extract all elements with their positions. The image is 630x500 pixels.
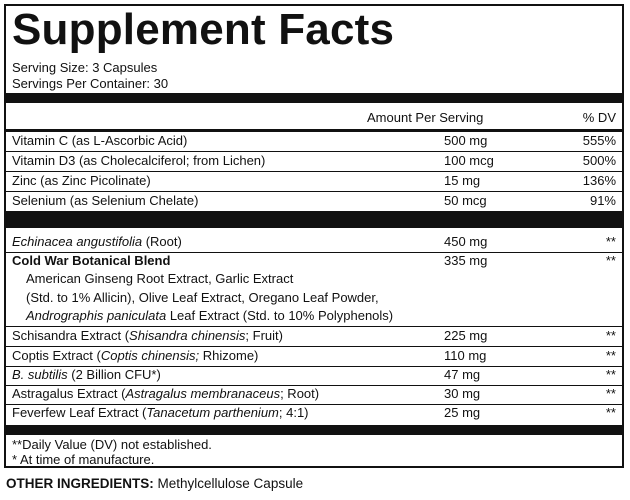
ingredient-name-suffix: (Root) [142,234,182,249]
ingredient-row: Schisandra Extract (Shisandra chinensis; Fruit) 225 mg ** [12,328,616,343]
ingredient-row: B. subtilis (2 Billion CFU*) 47 mg ** [12,367,616,382]
nutrient-row [12,152,616,170]
other-ingredients-value: Methylcellulose Capsule [153,476,304,491]
ingredient-amount: 25 mg [444,405,481,420]
ingredient-amount: 450 mg [444,234,488,249]
nutrient-amount: 100 mcg [444,153,494,168]
blend-dv: ** [605,253,616,268]
blend-amount: 335 mg [444,253,488,268]
nutrient-amount: 50 mcg [444,193,487,208]
blend-name: Cold War Botanical Blend [12,253,171,268]
other-ingredients-label: OTHER INGREDIENTS: [6,476,154,491]
nutrient-name: Vitamin D3 (as Cholecalciferol; from Lichen) [12,153,266,168]
other-ingredients [6,475,303,493]
blend-line-2: (Std. to 1% Allicin), Olive Leaf Extract, Oregano Leaf Powder, [26,290,379,305]
nutrient-row [12,172,616,190]
ingredient-dv: ** [605,328,616,343]
ingredient-dv: ** [605,405,616,420]
ingredient-dv: ** [605,234,616,249]
ingredient-row: Feverfew Leaf Extract (Tanacetum parthenium; 4:1) 25 mg ** [12,405,616,420]
dv-footnote: **Daily Value (DV) not established. [12,437,212,452]
amount-header: Amount Per Serving [367,110,484,125]
dv-header: % DV [582,110,616,125]
nutrient-name: Selenium (as Selenium Chelate) [12,193,199,208]
nutrient-dv: 136% [582,173,616,188]
panel-title: Supplement Facts [12,5,395,54]
blend-line-1: American Ginseng Root Extract, Garlic Extract [26,271,294,286]
ingredient-amount: 225 mg [444,328,488,343]
serving-size: Serving Size: 3 Capsules [12,60,158,75]
servings-per-container: Servings Per Container: 30 [12,76,169,91]
ingredient-dv: ** [605,348,616,363]
ingredient-dv: ** [605,386,616,401]
nutrient-row [12,192,616,210]
ingredient-amount: 47 mg [444,367,481,382]
nutrient-dv: 91% [589,193,616,208]
manufacture-footnote: * At time of manufacture. [12,452,155,467]
nutrient-amount: 15 mg [444,173,481,188]
ingredient-row [12,233,616,251]
nutrient-amount: 500 mg [444,133,488,148]
column-header [12,109,616,127]
ingredient-amount: 30 mg [444,386,481,401]
ingredient-name-italic: Echinacea angustifolia [12,234,143,249]
nutrient-dv: 500% [582,153,616,168]
serving-info [12,60,168,92]
nutrient-name: Zinc (as Zinc Picolinate) [12,173,151,188]
thick-divider [6,93,622,103]
thick-divider [6,211,622,228]
thick-divider [6,425,622,435]
blend-line-3: Andrographis paniculata Leaf Extract (Std. to 10% Polyphenols) [26,308,394,323]
nutrient-row [12,132,616,150]
ingredient-row: Astragalus Extract (Astragalus membranaceus; Root) 30 mg ** [12,386,616,401]
ingredient-dv: ** [605,367,616,382]
blend-row [12,252,616,270]
nutrient-dv: 555% [582,133,616,148]
supplement-facts-panel [4,4,624,468]
ingredient-amount: 110 mg [444,348,487,363]
nutrient-name: Vitamin C (as L-Ascorbic Acid) [12,133,188,148]
ingredient-row: Coptis Extract (Coptis chinensis; Rhizome) 110 mg ** [12,348,616,363]
